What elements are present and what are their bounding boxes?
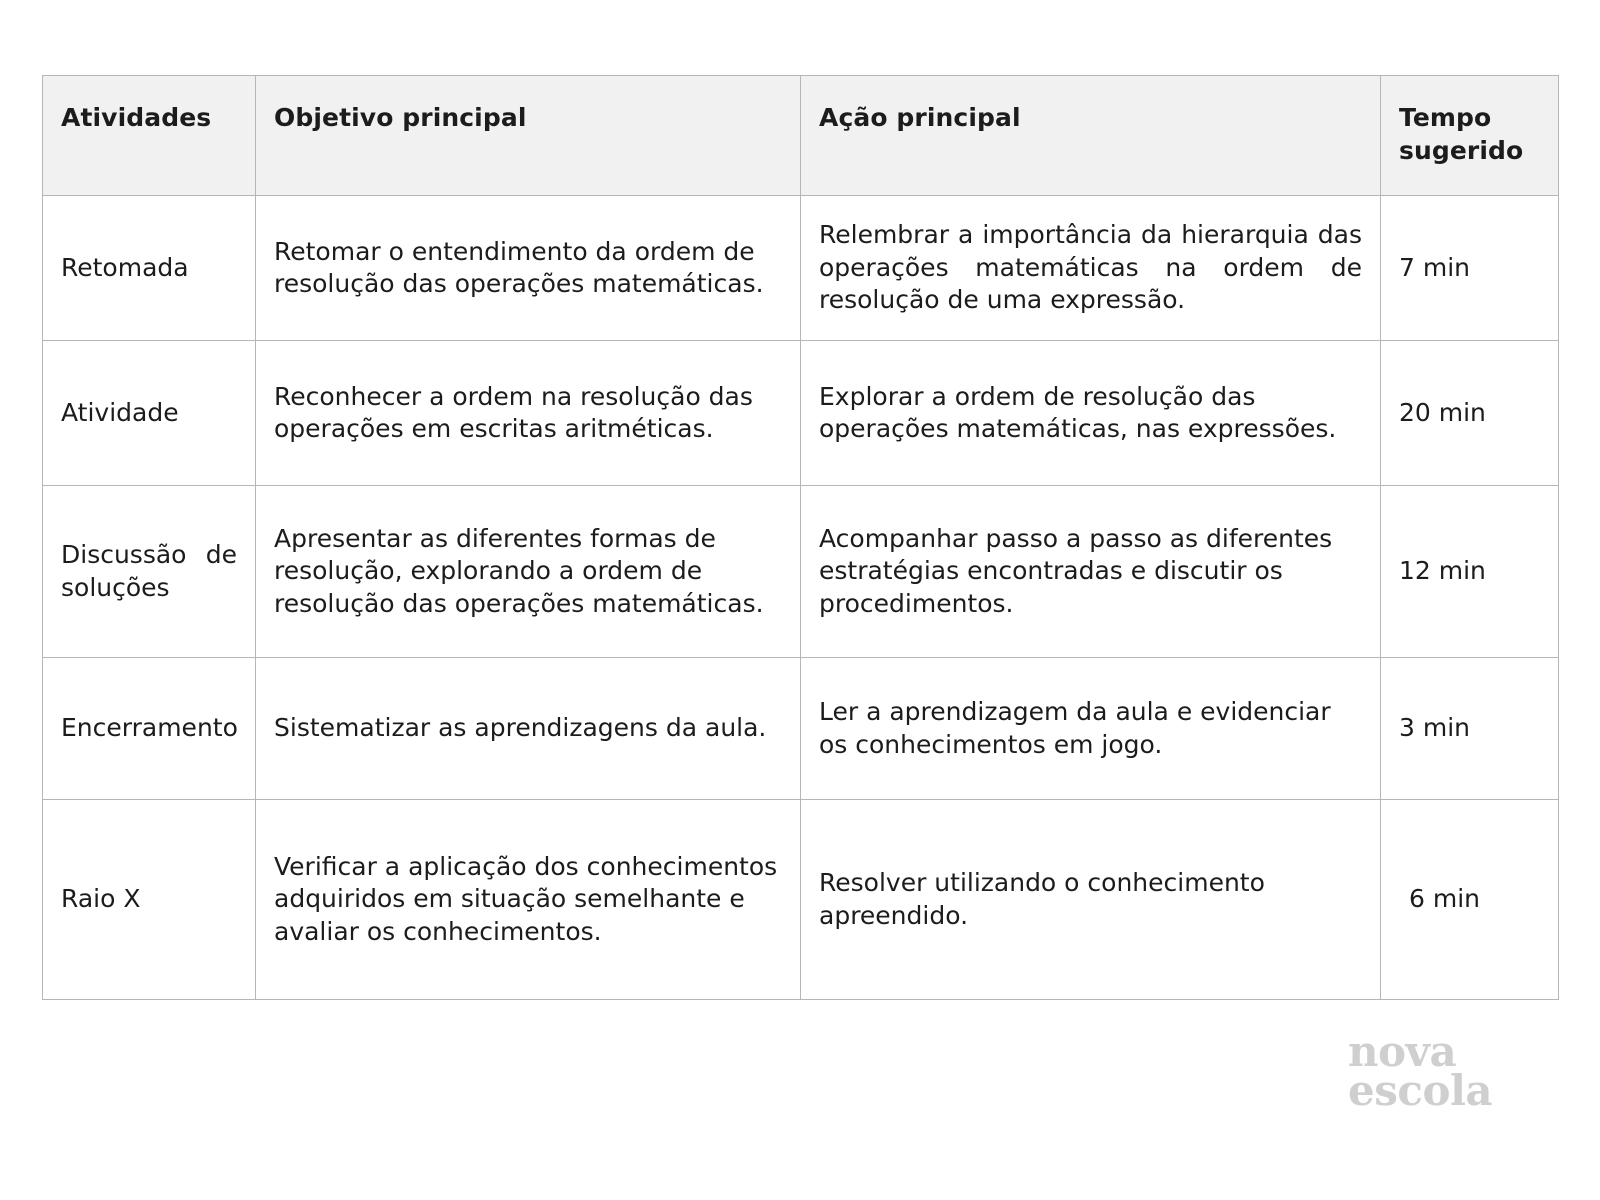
table-header-row (43, 76, 1559, 196)
cell-acao: Explorar a ordem de resolução das operações matemáticas, nas expressões. (801, 341, 1381, 486)
logo-line-escola: escola (1348, 1066, 1493, 1116)
column-header-acao-principal: Ação principal (801, 76, 1381, 196)
cell-objetivo: Sistematizar as aprendizagens da aula. (256, 658, 801, 800)
column-header-tempo-line1: Tempo (1399, 103, 1492, 132)
table-row (43, 800, 1559, 1000)
cell-atividade: Atividade (43, 341, 256, 486)
table-row (43, 196, 1559, 341)
lesson-plan-table-wrapper (42, 75, 1558, 1000)
logo-line-nova: nova (1348, 1027, 1457, 1076)
table-row (43, 341, 1559, 486)
cell-atividade: Raio X (43, 800, 256, 1000)
table-body (43, 196, 1559, 1000)
cell-objetivo: Retomar o entendimento da ordem de resolução das operações matemáticas. (256, 196, 801, 341)
column-header-tempo-sugerido (1381, 76, 1559, 196)
column-header-atividades: Atividades (43, 76, 256, 196)
cell-acao: Resolver utilizando o conhecimento apreendido. (801, 800, 1381, 1000)
column-header-objetivo-principal: Objetivo principal (256, 76, 801, 196)
table-header (43, 76, 1559, 196)
cell-atividade: Encerramento (43, 658, 256, 800)
cell-acao: Ler a aprendizagem da aula e evidenciar os conhecimentos em jogo. (801, 658, 1381, 800)
cell-tempo-value: 6 min (1409, 884, 1480, 914)
table-row (43, 486, 1559, 658)
table-row (43, 658, 1559, 800)
cell-objetivo: Apresentar as diferentes formas de resolução, explorando a ordem de resolução das operações matemáticas. (256, 486, 801, 658)
lesson-plan-table (42, 75, 1559, 1000)
cell-tempo: 12 min (1381, 486, 1559, 658)
cell-atividade: Retomada (43, 196, 256, 341)
cell-objetivo: Reconhecer a ordem na resolução das operações em escritas aritméticas. (256, 341, 801, 486)
cell-tempo (1381, 800, 1559, 1000)
cell-tempo: 3 min (1381, 658, 1559, 800)
cell-acao: Relembrar a importância da hierarquia das operações matemáticas na ordem de resolução de uma expressão. (801, 196, 1381, 341)
cell-tempo: 20 min (1381, 341, 1559, 486)
cell-acao: Acompanhar passo a passo as diferentes estratégias encontradas e discutir os procedimentos. (801, 486, 1381, 658)
cell-atividade: Discussão de soluções (43, 486, 256, 658)
nova-escola-logo (1348, 1027, 1508, 1116)
cell-tempo: 7 min (1381, 196, 1559, 341)
column-header-tempo-line2: sugerido (1399, 135, 1524, 165)
cell-objetivo: Verificar a aplicação dos conhecimentos adquiridos em situação semelhante e avaliar os conhecimentos. (256, 800, 801, 1000)
